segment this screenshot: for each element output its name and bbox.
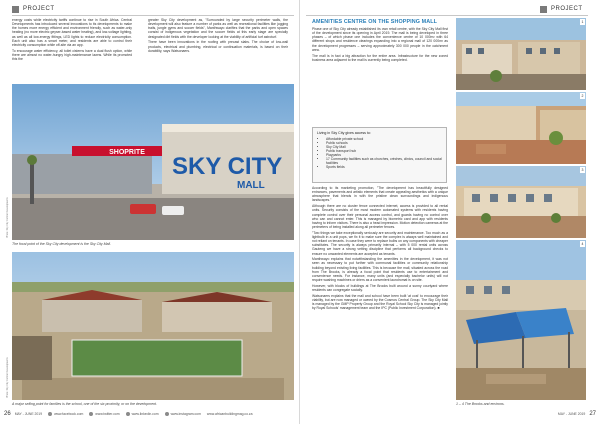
brooks-photo-4-image bbox=[456, 240, 586, 400]
list-item: • Public schools bbox=[326, 141, 442, 145]
paragraph: greater Sky City development as, "Surrounded by large security perimeter walls, the development will also feature a number of parks as well as recreational facilities like jogging trails, jungle gyms and soccer fields", Manthwayo clarifies that the parks and open spaces consist of indigenous vegetation and the soccer fields at this early stage are specially designated dirt fields with the developer looking at the viability of artificial turf astroturf. bbox=[148, 18, 288, 39]
amenities-box bbox=[312, 127, 447, 183]
amenities-list bbox=[317, 137, 442, 170]
school-photo bbox=[12, 252, 294, 400]
photo-number-tag: 3 bbox=[581, 168, 584, 172]
paragraph: "Two things we take exceptionally seriously are security and maintenance. Too much as a lightbulb in a unit pops, we fix it to make sure the complex is always well maintained and not reliant on tenants. In case they were to replace bulbs on any components with cheaper substitutes. The security is always primarily internal – with 5 000 rental units across Gauteng we have a strong vetting discipline that performs all background checks to ensure no unwanted elements are accepted as tenants. bbox=[312, 230, 448, 256]
brooks-photo-3-image bbox=[456, 166, 586, 238]
photos-caption: 1 – 4 The Brooks and environs. bbox=[456, 402, 505, 406]
list-item: • Public transport hub bbox=[326, 149, 442, 153]
right-page bbox=[300, 0, 600, 424]
social-link[interactable]: www.twitter.com bbox=[95, 412, 120, 416]
paragraph: The mall is in fact a big attraction for the entire area. Infrastructure for the new zoned business area adjacent to the mall is currently being completed. bbox=[312, 53, 448, 62]
section-marker-icon bbox=[540, 6, 547, 13]
school-photo-image bbox=[12, 252, 294, 400]
body-text bbox=[312, 186, 448, 312]
mall-photo bbox=[12, 84, 294, 240]
left-footer bbox=[0, 410, 253, 418]
amenities-box-title: Living in Sky City gives access to: bbox=[317, 131, 371, 135]
paragraph: To encourage water efficiency, all toilet cisterns have a dual flush option, while there are almost no water-hungry high-maintenance lawns. While its promoted this the bbox=[12, 48, 132, 61]
website-link[interactable]: www.africanbuildingmag.co.za bbox=[206, 412, 253, 416]
mall-sign-2: MALL bbox=[237, 180, 265, 191]
paragraph: Phase one of Sky City already established its own retail centre, with the Sky City Mall first of the development since its opening in April 2019. The mall is being developed in three phases – of which phase one includes the convenience centre of 10 000m² with 64 different shops and residence clearings expanding into a regional mall of 120 000m² as the development progresses – serving approximately 300 000 people in the catchment area. bbox=[312, 27, 448, 52]
right-footer bbox=[558, 410, 600, 418]
intro-text bbox=[312, 27, 448, 63]
photo-number-tag: 2 bbox=[581, 94, 584, 98]
mall-sign: SKY CITY bbox=[172, 153, 283, 180]
paragraph: energy costs while electricity tariffs continue to rise in South Africa. Central Developments has introduced several innovations to its developments to make the homes more energy efficient and environment friendly, such as water-only heating (no more electric geyser-based water heating), and low-voltage lighting, as well as all low-energy fittings, LED lights to reduce electricity consumption. Each unit also has a smart meter, and residents are able to control their electricity consumption while off-site via an app. bbox=[12, 18, 132, 47]
section-label: PROJECT bbox=[23, 6, 55, 12]
list-item: • 17 Community facilities such as churches, crèches, clinics, council and social facilities bbox=[326, 157, 442, 165]
photo-credit: Photo: Sky City Central Developments bbox=[6, 197, 9, 238]
issue-date: MAY - JUNE 2019 bbox=[557, 412, 586, 416]
section-label: PROJECT bbox=[551, 6, 583, 12]
section-headline: AMENITIES CENTRE ON THE SHOPPING MALL bbox=[312, 19, 437, 25]
instagram-icon bbox=[165, 412, 169, 416]
social-link[interactable]: www.instagram.com bbox=[170, 412, 201, 416]
list-item: • Sports fields bbox=[326, 165, 442, 169]
photo-number-tag: 1 bbox=[581, 20, 584, 24]
social-link[interactable]: www.linkedin.com bbox=[131, 412, 159, 416]
brooks-photo-3 bbox=[456, 166, 586, 238]
left-column-2 bbox=[148, 18, 288, 54]
page-number: 26 bbox=[4, 411, 11, 417]
linkedin-icon bbox=[126, 412, 130, 416]
list-item: • Sky City Mall bbox=[326, 145, 442, 149]
section-header bbox=[540, 4, 583, 14]
paragraph: Watsonaers explains that the mall and school have been built 'at cost' to encourage their viability, but are now managed or owned by the Cosmos Central Group. The Sky City Mall is managed by the GMP Property Group and the Royal School Sky City is managed jointly by Royal Schools' management team and the IPC (Public Investment Corporation). ■ bbox=[312, 293, 448, 311]
paragraph: However, with blocks of buildings at The Brooks built around a sunny courtyard where residents can congregate socially. bbox=[312, 283, 448, 292]
list-item: • Playparks bbox=[326, 153, 442, 157]
photo-number-tag: 4 bbox=[581, 242, 584, 246]
paragraph: There have been innovations in the roofing with precast slabs. The choice of low-wall products, electrical and plumbing, electrical or continuation materials, is based on their durability, says Watsonaers. bbox=[148, 40, 288, 53]
mall-photo-image bbox=[12, 84, 294, 240]
list-item: • Affordable private school bbox=[326, 137, 442, 141]
paragraph: Although there are no cluster fence connected internet, access is provided to all rental units. Security consists of the most modern automated systems with residents having complete control over their personal access control, and guards having no control over who can and cannot enter. This is managed by biometric card and app with residents having to inform visitors. There is also a head impression. Motion detection cameras at the perimeters of being installed along all perimeter fences. bbox=[312, 204, 448, 229]
school-photo-caption: A major selling point for families is the school, one of the six proximity, or on the development. bbox=[12, 402, 157, 406]
social-link[interactable]: www.facebook.com bbox=[54, 412, 84, 416]
twitter-icon bbox=[89, 412, 93, 416]
brooks-photo-2 bbox=[456, 92, 586, 164]
brooks-photo-1 bbox=[456, 18, 586, 90]
header-rule bbox=[12, 15, 294, 16]
header-rule bbox=[306, 15, 588, 16]
photo-credit: Photo: Sky City Central Developments bbox=[6, 357, 9, 398]
left-column-1 bbox=[12, 18, 132, 63]
brooks-photo-2-image bbox=[456, 92, 586, 164]
facebook-icon bbox=[48, 412, 52, 416]
page-number: 27 bbox=[589, 411, 596, 417]
mall-photo-caption: The focal point of the Sky City development is the Sky City Mall. bbox=[12, 242, 112, 246]
shoprite-sign: SHOPRITE bbox=[109, 149, 145, 156]
brooks-photo-1-image bbox=[456, 18, 586, 90]
paragraph: According to its marketing promotion, "The development has beautifully designed entrances, pavements and artistic elements that create appealing aesthetics with a unique atmosphere that blends in with the pristine clean surroundings and indigenous landscapes." bbox=[312, 186, 448, 203]
brooks-photo-4 bbox=[456, 240, 586, 400]
paragraph: Manthwayo explains that notwithstanding the amenities in the development, it was not seen as necessary to put further with communal facilities or community relationship building beyond existing living facilities. This is because the mall, situated across the road from The Brooks, is already a focal point that residents use to entertainment and convenience needs. For instance, many units (and especially bachelor units) will not require washing machines or driers as a convenient laundromat is on site. bbox=[312, 257, 448, 283]
section-header bbox=[12, 4, 55, 14]
issue-date: MAY - JUNE 2019 bbox=[14, 412, 43, 416]
section-marker-icon bbox=[12, 6, 19, 13]
